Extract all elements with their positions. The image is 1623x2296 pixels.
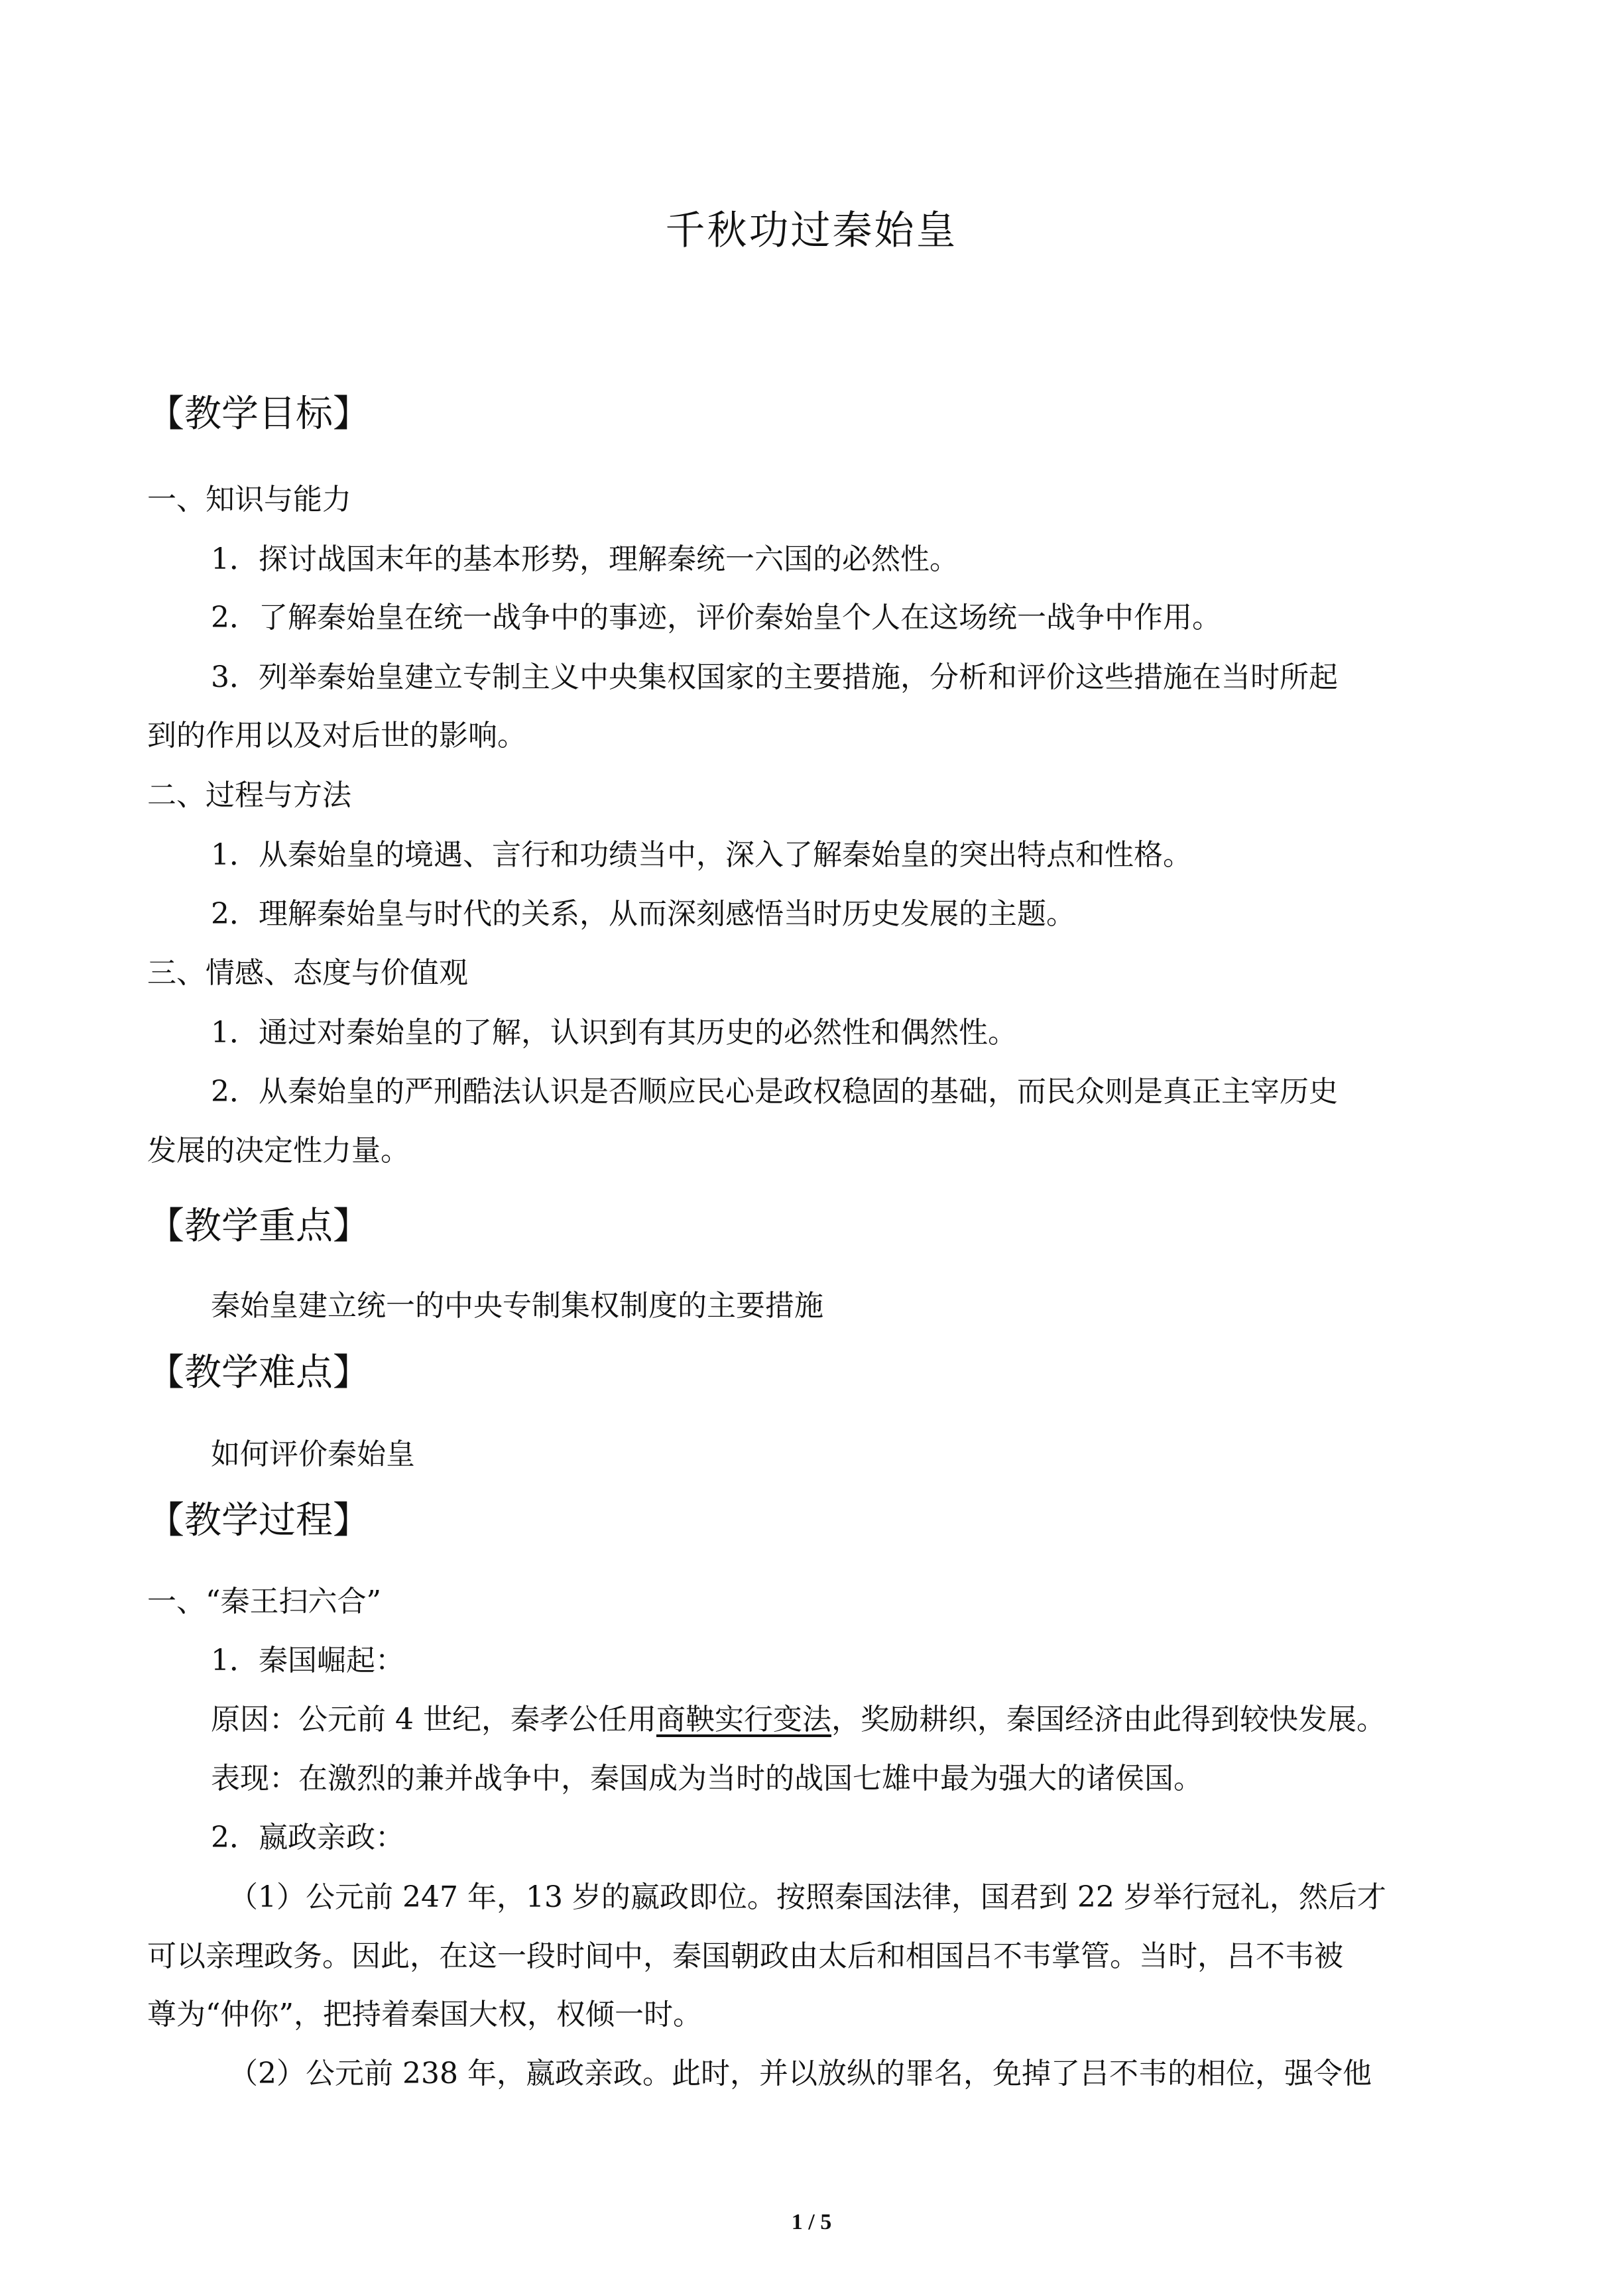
goals-s3-item-2-line-1: 2．从秦始皇的严刑酷法认识是否顺应民心是政权稳固的基础，而民众则是真正主宰历史 (211, 1075, 1338, 1109)
goals-section-2-title: 二、过程与方法 (147, 778, 351, 812)
goals-s2-item-2: 2．理解秦始皇与时代的关系，从而深刻感悟当时历史发展的主题。 (211, 897, 1075, 931)
process-para-2-line-1: （2）公元前 238 年，嬴政亲政。此时，并以放纵的罪名，免掉了吕不韦的相位，强令他 (229, 2057, 1372, 2090)
goals-s1-item-1: 1．探讨战国末年的基本形势，理解秦统一六国的必然性。 (211, 542, 959, 576)
process-section-1-title: 一、“秦王扫六合” (147, 1585, 381, 1618)
process-manifest-line: 表现：在激烈的兼并战争中，秦国成为当时的战国七雄中最为强大的诸侯国。 (211, 1762, 1203, 1795)
goals-s1-item-3-line-1: 3．列举秦始皇建立专制主义中央集权国家的主要措施，分析和评价这些措施在当时所起 (211, 660, 1338, 694)
key-points-text: 秦始皇建立统一的中央专制集权制度的主要措施 (211, 1289, 823, 1323)
goals-s3-item-2-line-2: 发展的决定性力量。 (147, 1134, 410, 1168)
heading-teaching-process: 【教学过程】 (147, 1499, 370, 1542)
process-point-1-title: 1．秦国崛起： (211, 1644, 404, 1677)
heading-difficulties: 【教学难点】 (147, 1351, 370, 1394)
process-para-1-line-1: （1）公元前 247 年，13 岁的嬴政即位。按照秦国法律，国君到 22 岁举行冠礼，然后才 (229, 1880, 1386, 1914)
process-cause-line (211, 1705, 1386, 1734)
cause-prefix: 原因：公元前 4 世纪，秦孝公任用 (211, 1703, 656, 1736)
heading-key-points: 【教学重点】 (147, 1205, 370, 1248)
goals-section-1-title: 一、知识与能力 (147, 483, 351, 516)
goals-s3-item-1: 1．通过对秦始皇的了解，认识到有其历史的必然性和偶然性。 (211, 1016, 1017, 1050)
goals-s2-item-1: 1．从秦始皇的境遇、言行和功绩当中，深入了解秦始皇的突出特点和性格。 (211, 838, 1192, 872)
goals-s1-item-2: 2．了解秦始皇在统一战争中的事迹，评价秦始皇个人在这场统一战争中作用。 (211, 601, 1221, 634)
heading-teaching-goals: 【教学目标】 (147, 393, 370, 436)
process-para-1-line-2: 可以亲理政务。因此，在这一段时间中，秦国朝政由太后和相国吕不韦掌管。当时，吕不韦被 (147, 1939, 1343, 1973)
difficulties-text: 如何评价秦始皇 (211, 1437, 415, 1471)
goals-s1-item-3-line-2: 到的作用以及对后世的影响。 (147, 719, 526, 753)
goals-section-3-title: 三、情感、态度与价值观 (147, 956, 468, 990)
process-para-1-line-3: 尊为“仲你”，把持着秦国大权，权倾一时。 (147, 1998, 702, 2031)
process-point-2-title: 2．嬴政亲政： (211, 1821, 404, 1854)
cause-suffix: ，奖励耕织，秦国经济由此得到较快发展。 (831, 1703, 1386, 1736)
cause-underlined-text: 商鞅实行变法 (656, 1703, 831, 1736)
page-number: 1 / 5 (791, 2210, 832, 2234)
document-title: 千秋功过秦始皇 (665, 208, 958, 254)
